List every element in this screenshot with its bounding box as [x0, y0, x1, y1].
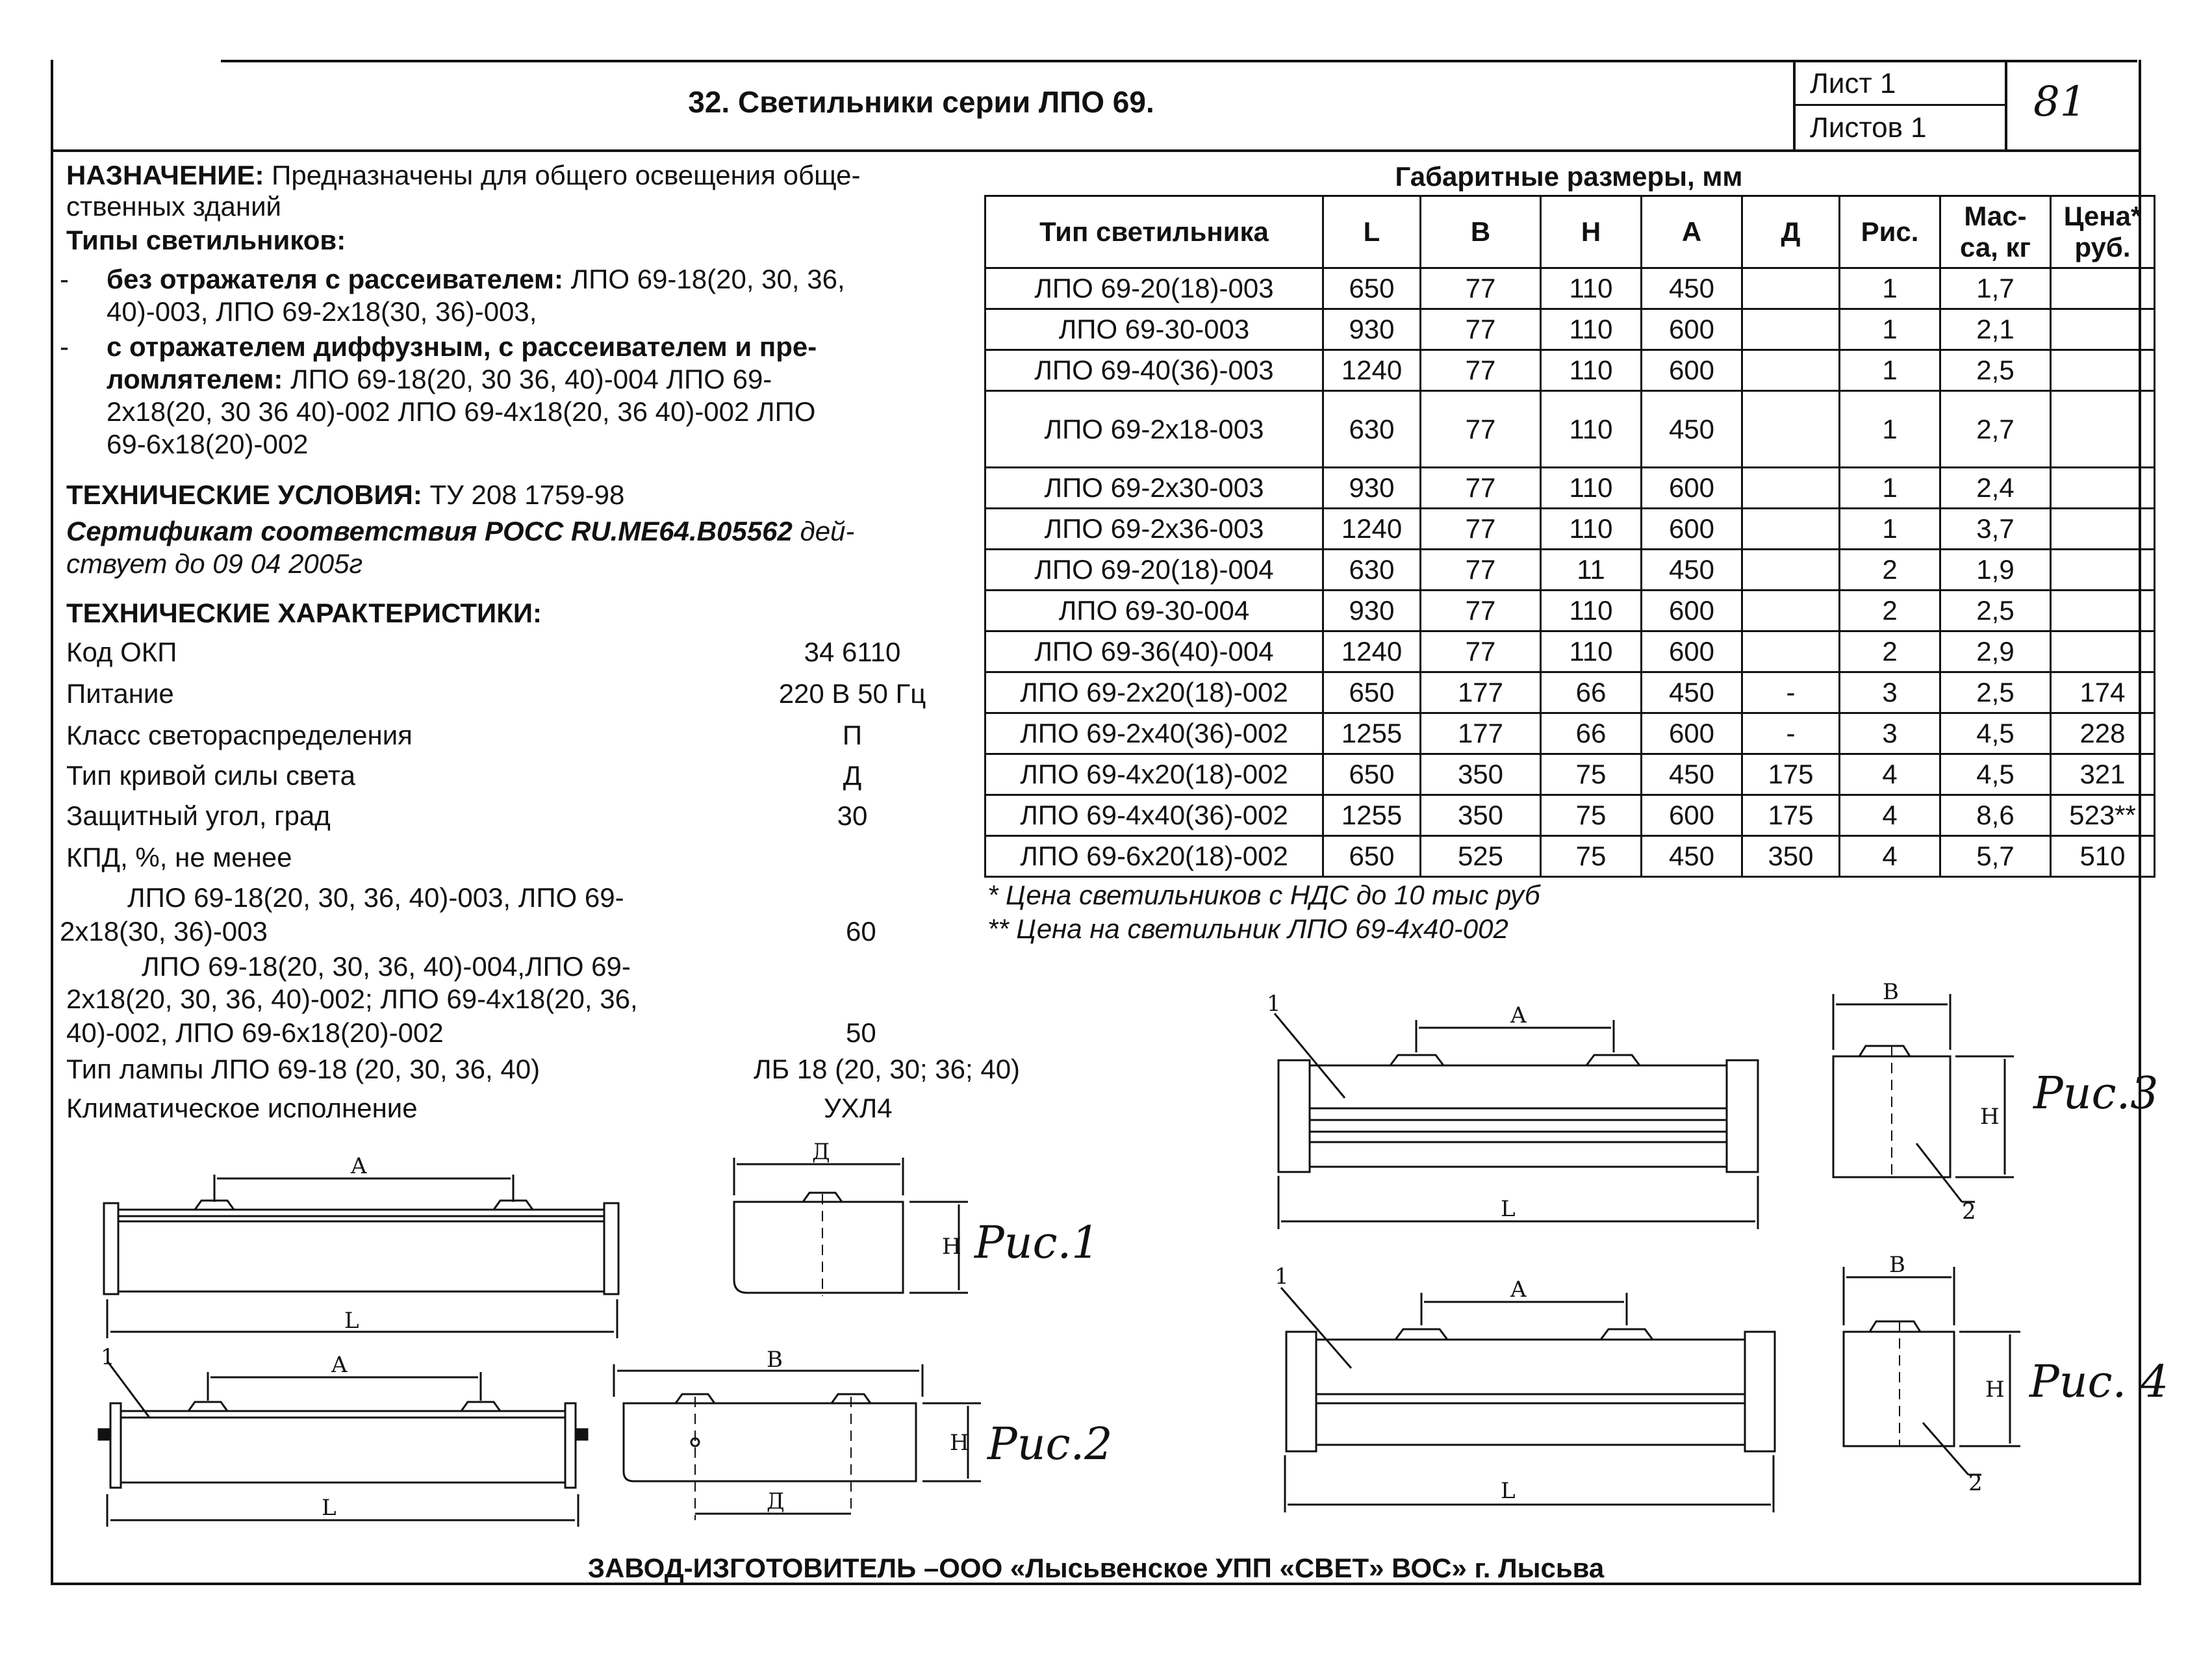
spec-value: 30 [837, 800, 868, 831]
spec-value: Д [843, 760, 862, 791]
fig3-side-view [1275, 1013, 1758, 1229]
fig1-dim-l: L [344, 1308, 359, 1334]
table-cell: 75 [1541, 754, 1642, 795]
page-number: 81 [2033, 78, 2087, 126]
table-cell: 2,5 [1940, 591, 2051, 631]
table-cell: 11 [1541, 550, 1642, 591]
spec-value: П [842, 720, 863, 750]
column-header: Д [1742, 196, 1840, 268]
table-cell: 321 [2051, 754, 2155, 795]
table-cell: 110 [1541, 268, 1642, 309]
table-cell: 930 [1323, 591, 1421, 631]
spec-key: Защитный угол, град [66, 800, 331, 831]
table-cell: 1 [1840, 268, 1940, 309]
table-cell: 650 [1323, 672, 1421, 713]
column-header: H [1541, 196, 1642, 268]
table-cell: ЛПО 69-2х36-003 [985, 509, 1323, 550]
fig4-side-view [1281, 1288, 1775, 1512]
table-cell: 110 [1541, 468, 1642, 509]
fig4-end-view [1844, 1267, 2020, 1475]
table-cell: 350 [1421, 754, 1541, 795]
table-cell: 600 [1642, 795, 1742, 836]
table-cell: - [1742, 713, 1840, 754]
table-cell: 110 [1541, 591, 1642, 631]
table-cell: 110 [1541, 631, 1642, 672]
table-cell: 2,7 [1940, 391, 2051, 468]
spec-value: 220 В 50 Гц [778, 678, 926, 709]
column-header: Тип светильника [985, 196, 1323, 268]
table-cell: 1 [1840, 468, 1940, 509]
types-heading: Типы светильников: [66, 225, 346, 255]
table-cell: 930 [1323, 468, 1421, 509]
table-cell: 4 [1840, 754, 1940, 795]
table-cell: 77 [1421, 550, 1541, 591]
table-cell: 228 [2051, 713, 2155, 754]
table-cell: 525 [1421, 836, 1541, 877]
table-cell: 77 [1421, 309, 1541, 350]
table-cell: 2 [1840, 550, 1940, 591]
table-cell: 175 [1742, 795, 1840, 836]
table-cell: 77 [1421, 468, 1541, 509]
kpd2-line3: 40)-002, ЛПО 69-6х18(20)-002 [66, 1017, 444, 1048]
certificate: Сертификат соответствия РОСС RU.ME64.B05562 дей- [66, 516, 855, 546]
table-cell: 450 [1642, 391, 1742, 468]
table-cell: 110 [1541, 350, 1642, 391]
table-cell: 8,6 [1940, 795, 2051, 836]
table-cell: 650 [1323, 268, 1421, 309]
fig2-label: Рис.2 [987, 1419, 1113, 1470]
fig2-dim-l: L [322, 1495, 337, 1521]
fig3-dim-a: A [1510, 1002, 1527, 1028]
fig2-mark-1: 1 [101, 1344, 115, 1370]
table-cell: ЛПО 69-30-003 [985, 309, 1323, 350]
table-cell: 77 [1421, 591, 1541, 631]
table-cell: ЛПО 69-20(18)-003 [985, 268, 1323, 309]
type-2-line2: ломлятелем: ЛПО 69-18(20, 30 36, 40)-004 ЛПО 69- [107, 364, 772, 394]
table-cell: 1,9 [1940, 550, 2051, 591]
table-cell: 600 [1642, 713, 1742, 754]
tech-conditions: ТЕХНИЧЕСКИЕ УСЛОВИЯ: ТУ 208 1759-98 [66, 479, 625, 510]
spec-key: Код ОКП [66, 637, 177, 667]
fig3-mark-1: 1 [1267, 991, 1281, 1017]
fig2-side-view [99, 1361, 587, 1527]
table-cell: 3 [1840, 672, 1940, 713]
fig1-dim-a: A [351, 1153, 367, 1179]
bullet-1: - [60, 264, 69, 294]
table-cell: 2 [1840, 591, 1940, 631]
table-cell: 2,1 [1940, 309, 2051, 350]
kpd-label: КПД, %, не менее [66, 842, 292, 872]
table-cell: 450 [1642, 268, 1742, 309]
table-cell: 3 [1840, 713, 1940, 754]
table-cell: 77 [1421, 391, 1541, 468]
column-header: Цена* руб. [2051, 196, 2155, 268]
table-cell: 1240 [1323, 350, 1421, 391]
spec-key: Тип кривой силы света [66, 760, 355, 791]
spec-key: Питание [66, 678, 174, 709]
table-cell: 2 [1840, 631, 1940, 672]
table-cell: 1255 [1323, 713, 1421, 754]
column-header: Мас- са, кг [1940, 196, 2051, 268]
table-cell: 450 [1642, 672, 1742, 713]
table-cell: 1240 [1323, 509, 1421, 550]
table-cell: ЛПО 69-2х30-003 [985, 468, 1323, 509]
table-cell: 4 [1840, 795, 1940, 836]
tech-specs-heading: ТЕХНИЧЕСКИЕ ХАРАКТЕРИСТИКИ: [66, 598, 542, 628]
table-cell: 77 [1421, 350, 1541, 391]
fig2-end-view [614, 1364, 981, 1520]
kpd2-line1: ЛПО 69-18(20, 30, 36, 40)-004,ЛПО 69- [142, 951, 631, 982]
fig3-dim-h: H [1980, 1104, 2000, 1130]
fig3-mark-2: 2 [1962, 1199, 1976, 1225]
sheets-label: Листов 1 [1810, 112, 1927, 144]
table-cell: 2,5 [1940, 350, 2051, 391]
table-cell: 600 [1642, 350, 1742, 391]
table-cell: 630 [1323, 391, 1421, 468]
column-header: Рис. [1840, 196, 1940, 268]
table-cell: 1240 [1323, 631, 1421, 672]
table-cell: 77 [1421, 268, 1541, 309]
table-cell: 2,9 [1940, 631, 2051, 672]
table-cell: 110 [1541, 391, 1642, 468]
fig2-dim-b: B [767, 1347, 783, 1373]
kpd1-line1: ЛПО 69-18(20, 30, 36, 40)-003, ЛПО 69- [127, 882, 624, 913]
kpd1-value: 60 [846, 916, 876, 947]
type-2-label: с отражателем диффузным, с рассеивателем и пре- [107, 331, 817, 362]
table-cell: 1,7 [1940, 268, 2051, 309]
fig3-dim-l: L [1501, 1196, 1516, 1222]
table-cell: 600 [1642, 468, 1742, 509]
table-cell: 450 [1642, 836, 1742, 877]
table-cell: 110 [1541, 309, 1642, 350]
bullet-2: - [60, 331, 69, 362]
dims-caption: Габаритные размеры, мм [1395, 161, 1743, 192]
table-cell: 175 [1742, 754, 1840, 795]
price-note-1: * Цена светильников с НДС до 10 тыс руб [987, 880, 1540, 910]
fig4-dim-b: B [1889, 1252, 1905, 1278]
column-header: A [1642, 196, 1742, 268]
table-cell: ЛПО 69-20(18)-004 [985, 550, 1323, 591]
climate-label: Климатическое исполнение [66, 1093, 418, 1123]
table-cell: 110 [1541, 509, 1642, 550]
sheet-label: Лист 1 [1810, 68, 1896, 99]
table-cell: 600 [1642, 509, 1742, 550]
kpd2-value: 50 [846, 1017, 876, 1048]
table-cell: 2,5 [1940, 672, 2051, 713]
fig3-dim-b: B [1883, 979, 1899, 1005]
type-1-cont: 40)-003, ЛПО 69-2х18(30, 36)-003, [107, 296, 537, 327]
fig3-label: Рис.3 [2033, 1068, 2159, 1119]
table-cell: 66 [1541, 713, 1642, 754]
table-cell: 1 [1840, 509, 1940, 550]
table-cell: 77 [1421, 509, 1541, 550]
table-cell: 4,5 [1940, 754, 2051, 795]
fig2-dim-h: H [950, 1430, 969, 1456]
column-header: B [1421, 196, 1541, 268]
fig1-label: Рис.1 [974, 1217, 1100, 1269]
table-cell: ЛПО 69-4х20(18)-002 [985, 754, 1323, 795]
table-cell: 350 [1742, 836, 1840, 877]
table-cell: 4,5 [1940, 713, 2051, 754]
fig2-dim-a: A [331, 1352, 348, 1378]
table-cell: 1 [1840, 391, 1940, 468]
table-cell: 3,7 [1940, 509, 2051, 550]
table-cell: 77 [1421, 631, 1541, 672]
table-cell: 350 [1421, 795, 1541, 836]
table-cell: - [1742, 672, 1840, 713]
table-cell: 177 [1421, 672, 1541, 713]
kpd2-line2: 2х18(20, 30, 36, 40)-002; ЛПО 69-4х18(20, 36, [66, 984, 638, 1014]
manufacturer-footer: ЗАВОД-ИЗГОТОВИТЕЛЬ –ООО «Лысьвенское УПП «СВЕТ» ВОС» г. Лысьва [587, 1553, 1605, 1583]
table-cell: 523** [2051, 795, 2155, 836]
table-cell: 66 [1541, 672, 1642, 713]
type-1: без отражателя с рассеивателем: ЛПО 69-18(20, 30, 36, [107, 264, 845, 294]
fig1-end-view [734, 1158, 968, 1296]
column-header: L [1323, 196, 1421, 268]
table-cell: 75 [1541, 836, 1642, 877]
table-cell: 650 [1323, 836, 1421, 877]
spec-value: 34 6110 [804, 637, 901, 667]
table-cell: 450 [1642, 550, 1742, 591]
table-cell: ЛПО 69-2х20(18)-002 [985, 672, 1323, 713]
table-cell: 630 [1323, 550, 1421, 591]
fig4-mark-2: 2 [1968, 1470, 1983, 1496]
table-cell: 177 [1421, 713, 1541, 754]
fig4-dim-l: L [1501, 1478, 1516, 1504]
table-cell: ЛПО 69-36(40)-004 [985, 631, 1323, 672]
table-cell: ЛПО 69-2х40(36)-002 [985, 713, 1323, 754]
fig4-dim-h: H [1985, 1377, 2005, 1403]
fig4-label: Рис. 4 [2029, 1356, 2169, 1408]
type-2-line3: 2х18(20, 30 36 40)-002 ЛПО 69-4х18(20, 36 40)-002 ЛПО [107, 396, 816, 427]
purpose: НАЗНАЧЕНИЕ: Предназначены для общего освещения обще- [66, 160, 861, 190]
table-cell: 174 [2051, 672, 2155, 713]
table-cell: 650 [1323, 754, 1421, 795]
table-cell: ЛПО 69-40(36)-003 [985, 350, 1323, 391]
table-cell: 1 [1840, 309, 1940, 350]
table-cell: 1 [1840, 350, 1940, 391]
fig3-end-view [1833, 994, 2014, 1202]
type-2-line4: 69-6х18(20)-002 [107, 429, 309, 459]
table-cell: 930 [1323, 309, 1421, 350]
table-cell: 1255 [1323, 795, 1421, 836]
table-cell: ЛПО 69-2х18-003 [985, 391, 1323, 468]
table-cell: 75 [1541, 795, 1642, 836]
fig4-dim-a: A [1510, 1277, 1527, 1303]
table-cell: 450 [1642, 754, 1742, 795]
price-note-2: ** Цена на светильник ЛПО 69-4х40-002 [987, 913, 1508, 944]
fig1-side-view [104, 1175, 618, 1338]
kpd1-line2: 2х18(30, 36)-003 [60, 916, 268, 947]
table-cell: 600 [1642, 591, 1742, 631]
page-title: 32. Светильники серии ЛПО 69. [688, 85, 1154, 119]
table-cell: ЛПО 69-30-004 [985, 591, 1323, 631]
certificate-cont: ствует до 09 04 2005г [66, 548, 363, 579]
table-cell: 600 [1642, 631, 1742, 672]
fig1-dim-h: H [942, 1234, 961, 1260]
lamp-label: Тип лампы ЛПО 69-18 (20, 30, 36, 40) [66, 1054, 540, 1084]
table-cell: ЛПО 69-4х40(36)-002 [985, 795, 1323, 836]
purpose-cont: ственных зданий [66, 191, 281, 222]
table-cell: ЛПО 69-6х20(18)-002 [985, 836, 1323, 877]
fig1-dim-b: Д [812, 1139, 830, 1165]
table-cell: 600 [1642, 309, 1742, 350]
table-cell: 4 [1840, 836, 1940, 877]
lamp-value: ЛБ 18 (20, 30; 36; 40) [754, 1054, 1021, 1084]
fig4-mark-1: 1 [1275, 1264, 1289, 1290]
table-cell: 5,7 [1940, 836, 2051, 877]
spec-key: Класс светораспределения [66, 720, 413, 750]
fig2-dim-d: Д [767, 1488, 785, 1514]
table-cell: 2,4 [1940, 468, 2051, 509]
climate-value: УХЛ4 [824, 1093, 893, 1123]
table-cell: 510 [2051, 836, 2155, 877]
